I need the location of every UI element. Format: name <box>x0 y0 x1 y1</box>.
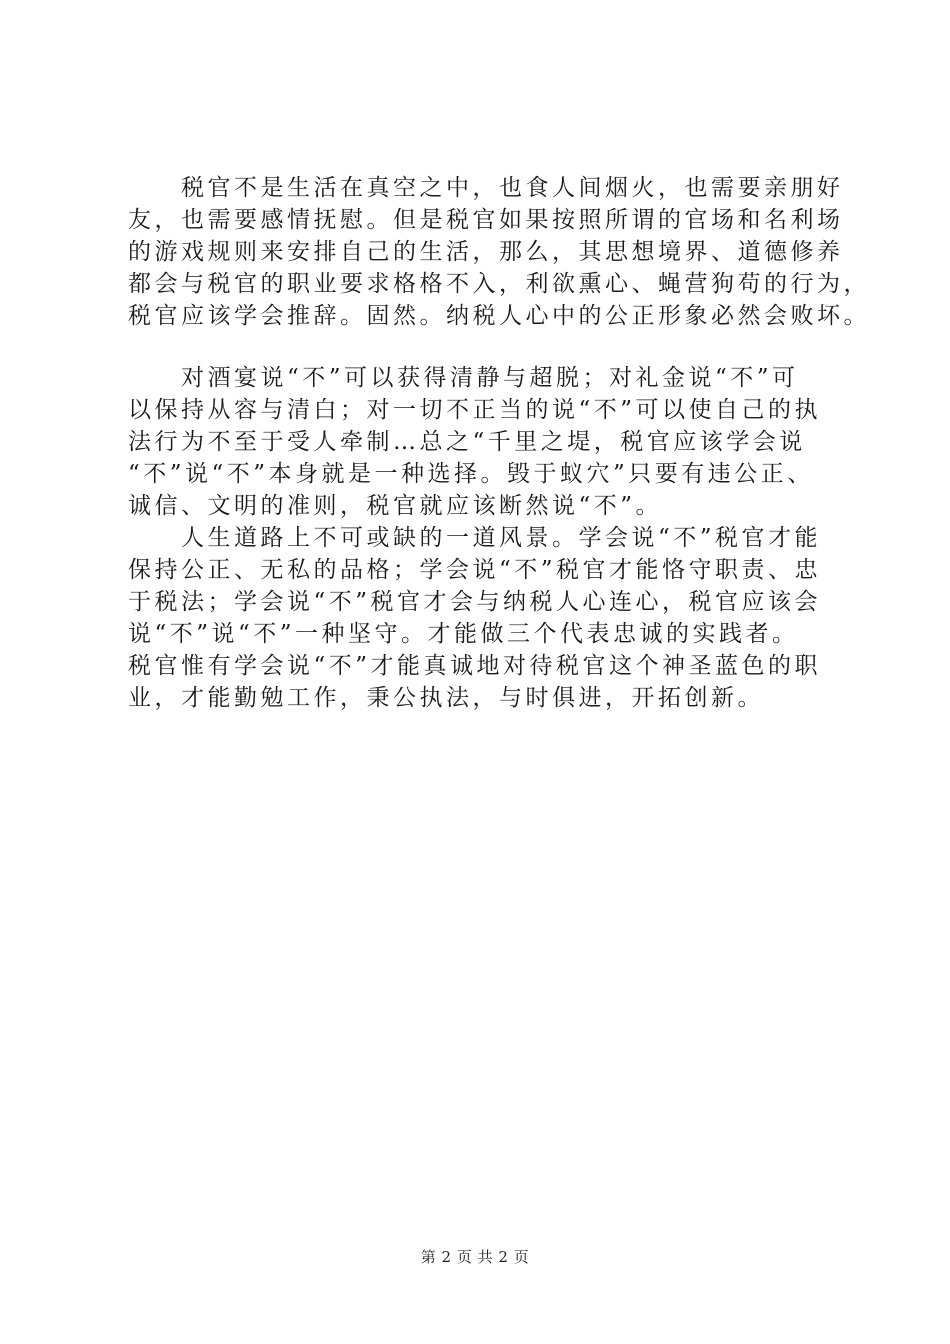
text-line: 税官惟有学会说“不”才能真诚地对待税官这个神圣蓝色的职 <box>128 653 822 679</box>
text-line: 都会与税官的职业要求格格不入，利欲熏心、蝇营狗苟的行为， <box>128 271 870 297</box>
text-line: 对酒宴说“不”可以获得清静与超脱；对礼金说“不”可 <box>128 365 799 391</box>
paragraph-3 <box>128 522 828 714</box>
text-line: “不”说“不”本身就是一种选择。毁于蚁穴”只要有违公正、 <box>128 461 814 487</box>
text-line: 诚信、文明的准则，税官就应该断然说“不”。 <box>128 493 663 519</box>
text-line: 税官应该学会推辞。固然。纳税人心中的公正形象必然会败坏。 <box>128 303 870 329</box>
text-line: 人生道路上不可或缺的一道风景。学会说“不”税官才能 <box>128 525 822 551</box>
page-footer <box>0 1246 950 1267</box>
paragraph-2 <box>128 362 828 522</box>
paragraph-1 <box>128 172 870 332</box>
text-line: 的游戏规则来安排自己的生活，那么，其思想境界、道德修养 <box>128 239 844 265</box>
page-number: 第 2 页 共 2 页 <box>420 1248 530 1266</box>
text-line: 于税法；学会说“不”税官才会与纳税人心连心，税官应该会 <box>128 589 822 615</box>
text-line: 友，也需要感情抚慰。但是税官如果按照所谓的官场和名利场 <box>128 207 844 233</box>
text-line: 法行为不至于受人牵制…总之“千里之堤，税官应该学会说 <box>128 429 806 455</box>
text-line: 说“不”说“不”一种坚守。才能做三个代表忠诚的实践者。 <box>128 621 799 647</box>
text-line: 税官不是生活在真空之中，也食人间烟火，也需要亲朋好 <box>128 175 844 201</box>
text-line: 以保持从容与清白；对一切不正当的说“不”可以使自己的执 <box>128 397 822 423</box>
text-line: 保持公正、无私的品格；学会说“不”税官才能恪守职责、忠 <box>128 557 822 583</box>
document-body <box>128 172 870 714</box>
text-line: 业，才能勤勉工作，秉公执法，与时俱进，开拓创新。 <box>128 685 764 711</box>
paragraph-spacer <box>128 332 828 362</box>
